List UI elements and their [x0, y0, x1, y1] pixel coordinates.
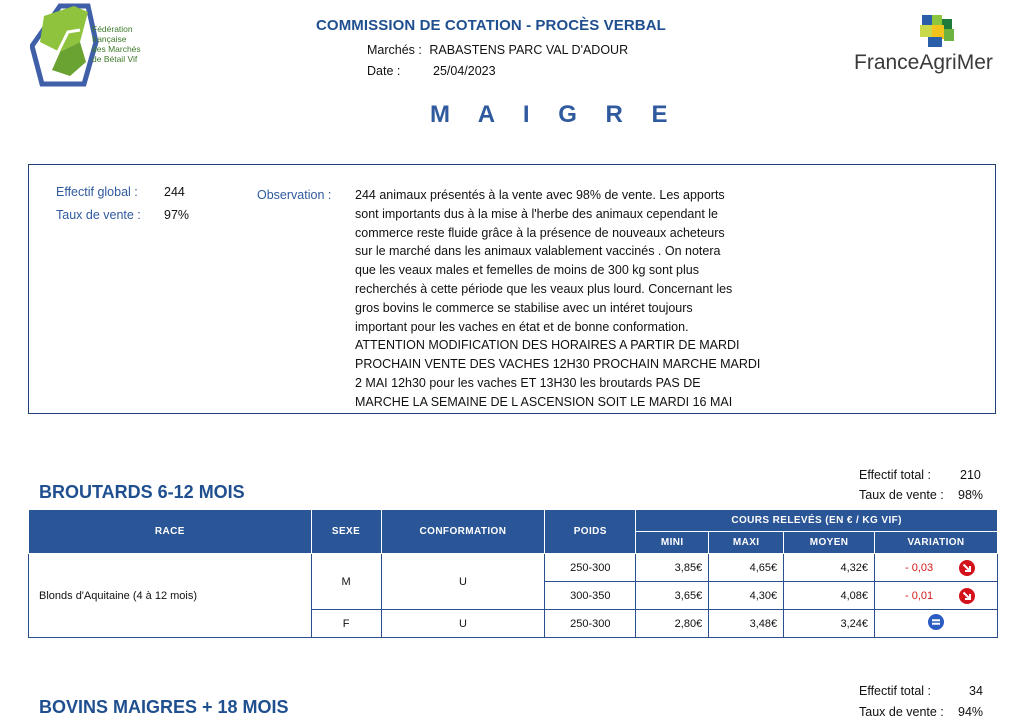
category-title: M A I G R E [430, 101, 679, 128]
date-value: 25/04/2023 [433, 64, 496, 78]
observation-line: 244 animaux présentés à la vente avec 98% de vente. Les apports [355, 188, 725, 202]
date-row [367, 64, 400, 78]
poids-cell: 250-300 [545, 610, 636, 638]
mini-cell: 2,80€ [636, 610, 709, 638]
maxi-cell: 4,30€ [709, 582, 784, 610]
observation-line: 2 MAI 12h30 pour les vaches ET 13H30 les broutards PAS DE [355, 375, 701, 390]
header-moyen: MOYEN [784, 532, 875, 554]
observation-line: que les veaux males et femelles de moins de 300 kg sont plus [355, 263, 699, 278]
marches-label: Marchés : [367, 43, 422, 57]
header-conformation: CONFORMATION [381, 510, 545, 554]
poids-cell: 250-300 [545, 554, 636, 582]
mini-cell: 3,85€ [636, 554, 709, 582]
date-label: Date : [367, 64, 401, 78]
effectif-total-value: 34 [969, 684, 983, 698]
header-race: RACE [29, 510, 312, 554]
observation-line: sont importants dus à la mise à l'herbe des animaux cependant le [355, 206, 719, 221]
observation-line: important pour les vaches en état et de bonne conformation. [355, 319, 689, 334]
price-table [28, 509, 998, 638]
effectif-global-label: Effectif global : [56, 185, 138, 199]
marches-value: RABASTENS PARC VAL D'ADOUR [429, 43, 629, 57]
federation-logo [30, 2, 165, 88]
conformation-cell: U [381, 554, 545, 610]
observation-line: commerce reste fluide grâce à la présence de nouveaux acheteurs [355, 225, 725, 240]
observation-line: MARCHE LA SEMAINE DE L ASCENSION SOIT LE MARDI 16 MAI [355, 394, 733, 409]
section-title-broutards: BROUTARDS 6-12 MOIS [39, 482, 245, 502]
sexe-cell: M [311, 554, 381, 610]
observation-line: sur le marché dans les animaux valablement vaccinés . On notera [355, 244, 721, 259]
moyen-cell: 3,24€ [784, 610, 875, 638]
taux-vente-total-label: Taux de vente : [859, 705, 944, 719]
moyen-cell: 4,32€ [784, 554, 875, 582]
federation-line: Fédération [92, 24, 133, 34]
federation-line: de Bétail Vif [92, 54, 138, 64]
down-icon [959, 560, 975, 576]
document-title: COMMISSION DE COTATION - PROCÈS VERBAL [316, 17, 666, 34]
effectif-total-label: Effectif total : [859, 684, 932, 698]
down-icon [959, 588, 975, 604]
table-row [29, 554, 998, 582]
taux-vente-label: Taux de vente : [56, 208, 141, 222]
equal-icon [928, 614, 944, 630]
observation-text [355, 186, 775, 412]
moyen-cell: 4,08€ [784, 582, 875, 610]
effectif-total-label: Effectif total : [859, 468, 932, 482]
franceagrimer-mark-icon [918, 13, 958, 54]
header-sexe: SEXE [311, 510, 381, 554]
franceagrimer-logo: FranceAgriMer [854, 51, 993, 74]
effectif-total-value: 210 [960, 468, 981, 482]
race-cell: Blonds d'Aquitaine (4 à 12 mois) [29, 554, 312, 638]
header-mini: MINI [636, 532, 709, 554]
poids-cell: 300-350 [545, 582, 636, 610]
sexe-cell: F [311, 610, 381, 638]
taux-vente-total-value: 98% [958, 488, 984, 502]
section-title-bovins-maigres: BOVINS MAIGRES + 18 MOIS [39, 697, 289, 717]
header-poids: POIDS [545, 510, 636, 554]
conformation-cell: U [381, 610, 545, 638]
maxi-cell: 4,65€ [709, 554, 784, 582]
variation-cell [875, 554, 998, 582]
marches-row [367, 43, 628, 57]
observation-label: Observation : [257, 188, 332, 202]
taux-vente-total-label: Taux de vente : [859, 488, 944, 502]
observation-line: PROCHAIN VENTE DES VACHES 12H30 PROCHAIN MARCHE MARDI [355, 357, 761, 372]
taux-vente-value: 97% [164, 208, 190, 222]
effectif-global-value: 244 [164, 185, 185, 199]
header-maxi: MAXI [709, 532, 784, 554]
taux-vente-total-value: 94% [958, 705, 984, 719]
variation-value: - 0,03 [905, 561, 934, 574]
federation-name [92, 24, 141, 64]
maxi-cell: 3,48€ [709, 610, 784, 638]
variation-value: - 0,01 [905, 589, 934, 602]
federation-line: des Marchés [92, 44, 141, 54]
observation-line: gros bovins le commerce se stabilise avec un intéret toujours [355, 300, 693, 315]
variation-cell [875, 582, 998, 610]
variation-cell [875, 610, 998, 638]
federation-line: française [92, 34, 127, 44]
header-cours: COURS RELEVÉS (EN € / KG VIF) [636, 510, 998, 532]
mini-cell: 3,65€ [636, 582, 709, 610]
observation-line: ATTENTION MODIFICATION DES HORAIRES A PARTIR DE MARDI [355, 338, 740, 353]
observation-line: recherchés à cette période que les veaux plus lourd. Concernant les [355, 281, 733, 296]
header-variation: VARIATION [875, 532, 998, 554]
